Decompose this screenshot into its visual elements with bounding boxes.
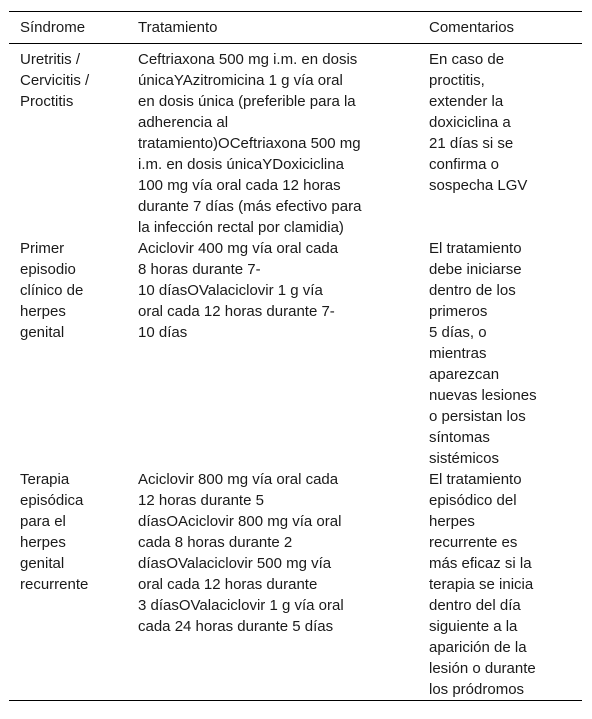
- header-tratamiento: Tratamiento: [138, 19, 218, 36]
- cell-sindrome: Terapia episódica para el herpes genital recurrente: [20, 471, 89, 593]
- cell-tratamiento: Ceftriaxona 500 mg i.m. en dosis únicaYAzitromicina 1 g vía oral en dosis única (preferible para la adherencia al tratamiento)OCeftriaxona 500 mg i.m. en dosis únicaYDoxiciclina 100 mg vía oral cada 12 horas durante 7 días (más efectivo para la infección rectal por clamidia): [138, 51, 362, 236]
- table-row: [9, 44, 582, 239]
- cell-comentarios: El tratamiento debe iniciarse dentro de los primeros 5 días, o mientras aparezcan nuevas lesiones o persistan los síntomas sistémicos: [429, 240, 537, 467]
- cell-comentarios: El tratamiento episódico del herpes recurrente es más eficaz si la terapia se inicia dentro del día siguiente a la aparición de la lesión o durante los pródromos: [429, 471, 536, 698]
- cell-tratamiento: Aciclovir 800 mg vía oral cada 12 horas durante 5 díasOAciclovir 800 mg vía oral cada 8 horas durante 2 díasOValaciclovir 500 mg vía oral cada 12 horas durante 3 díasOValaciclovir 1 g vía oral cada 24 horas durante 5 días: [138, 471, 344, 635]
- cell-sindrome: Primer episodio clínico de herpes genital: [20, 240, 84, 341]
- header-comentarios: Comentarios: [429, 19, 515, 36]
- treatment-table-container: [9, 11, 582, 701]
- table-row: [9, 238, 582, 469]
- cell-comentarios: En caso de proctitis, extender la doxiciclina a 21 días si se confirma o sospecha LGV: [429, 51, 528, 194]
- cell-tratamiento: Aciclovir 400 mg vía oral cada 8 horas durante 7- 10 díasOValaciclovir 1 g vía oral cada 12 horas durante 7- 10 días: [138, 240, 339, 341]
- header-sindrome: Síndrome: [20, 19, 86, 36]
- cell-sindrome: Uretritis / Cervicitis / Proctitis: [20, 51, 90, 110]
- table-row: [9, 469, 582, 701]
- table-header-row: [9, 12, 582, 44]
- treatment-table: [9, 11, 582, 701]
